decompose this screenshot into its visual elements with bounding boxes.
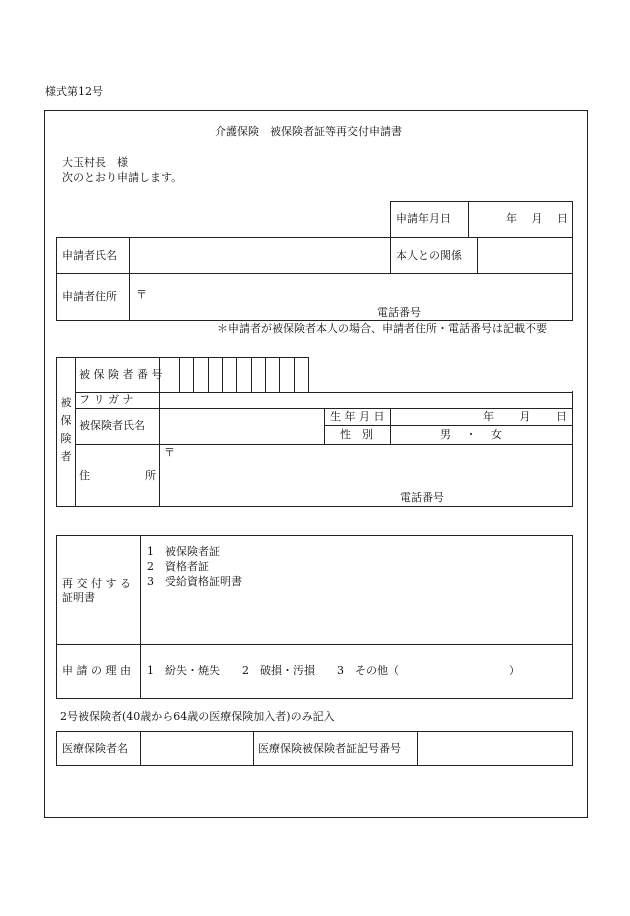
reason-label: 申 請 の 理 由 (62, 664, 131, 677)
sex-label: 性 別 (340, 428, 373, 441)
secondary-note: 2号被保険者(40歳から64歳の医療保険加入者)のみ記入 (60, 710, 335, 723)
insured-name-field[interactable] (161, 410, 323, 442)
form-title: 介護保険 被保険者証等再交付申請書 (215, 125, 402, 138)
insured-address-field[interactable] (161, 446, 571, 505)
insured-postal-mark: 〒 (164, 446, 175, 459)
insurer-name-label: 医療保険者名 (62, 742, 128, 755)
insured-address-label-2: 所 (145, 469, 156, 482)
reissue-option[interactable]: 2 資格者証 (147, 560, 209, 573)
birth-date-field[interactable]: 年 月 日 (483, 410, 567, 423)
insured-side-char: 被 (60, 396, 72, 409)
insured-side-char: 保 (60, 414, 72, 427)
reissue-label-line1: 再 交 付 す る (62, 577, 131, 590)
insured-side-char: 者 (60, 450, 72, 463)
applicant-name-label: 申請者氏名 (62, 249, 117, 262)
insured-name-label: 被保険者氏名 (79, 419, 145, 432)
insurance-number-label: 医療保険被保険者証記号番号 (258, 742, 401, 755)
applicant-address-field[interactable] (131, 275, 571, 319)
applicant-note: ＊申請者が被保険者本人の場合、申請者住所・電話番号は記載不要 (217, 322, 547, 335)
insurance-number-field[interactable] (419, 733, 571, 764)
insurer-name-field[interactable] (142, 733, 251, 764)
insured-address-label-1: 住 (79, 469, 90, 482)
sex-field[interactable]: 男 ・ 女 (440, 428, 502, 441)
application-date-label: 申請年月日 (396, 212, 451, 225)
insured-number-field[interactable] (161, 359, 307, 390)
application-date-field[interactable]: 年 月 日 (506, 212, 568, 225)
form-number: 様式第12号 (45, 85, 103, 98)
relation-field[interactable] (479, 239, 571, 271)
intro-text: 次のとおり申請します。 (62, 171, 183, 184)
postal-mark: 〒 (136, 288, 147, 301)
applicant-name-field[interactable] (131, 239, 387, 271)
relation-label: 本人との関係 (396, 249, 462, 262)
reason-options[interactable]: 1 紛失・焼失 2 破損・汚損 3 その他（ ） (147, 664, 520, 677)
reissue-option[interactable]: 1 被保険者証 (147, 545, 220, 558)
applicant-address-label: 申請者住所 (62, 290, 117, 303)
reissue-label-line2: 証明書 (62, 591, 95, 604)
insured-side-char: 険 (60, 432, 72, 445)
insured-phone-label: 電話番号 (400, 491, 444, 504)
birth-date-label: 生 年 月 日 (330, 410, 385, 423)
furigana-label: フ リ ガ ナ (79, 393, 134, 406)
addressee: 大玉村長 様 (62, 156, 128, 169)
insured-number-label: 被 保 険 者 番 号 (79, 368, 163, 381)
furigana-field[interactable] (161, 394, 571, 406)
applicant-phone-label: 電話番号 (377, 306, 421, 319)
reissue-option[interactable]: 3 受給資格証明書 (147, 575, 242, 588)
